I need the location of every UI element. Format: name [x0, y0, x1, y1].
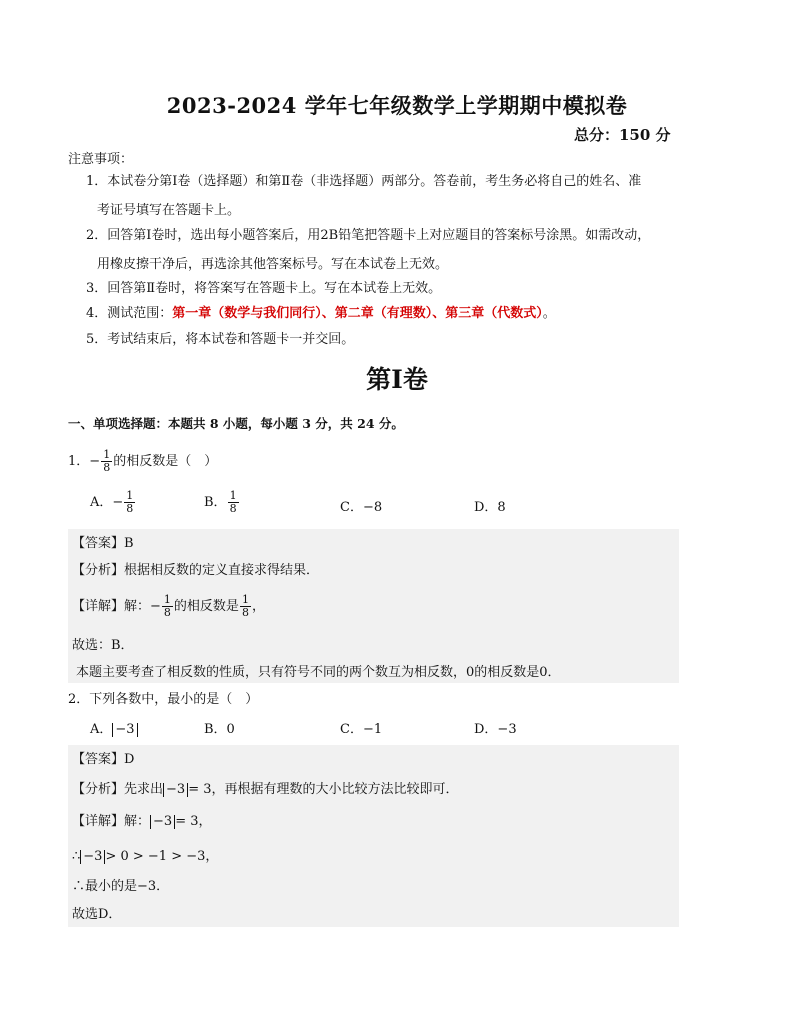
fraction-denominator: 8	[163, 606, 171, 619]
page-title: 2023-2024 学年七年级数学上学期期中模拟卷	[166, 93, 628, 118]
q1-detail	[72, 594, 265, 619]
fraction-denominator: 8	[241, 606, 249, 619]
therefore-symbol: ∴	[72, 849, 81, 864]
total-score: 总分：150 分	[574, 126, 671, 144]
fraction-numerator: 1	[229, 489, 237, 502]
option-label: B．	[204, 495, 227, 510]
notice-item-2: 2．回答第Ⅰ卷时，选出每小题答案后，用2B铅笔把答题卡上对应题目的答案标号涂黑。如需改动，	[86, 228, 651, 243]
test-range: 第一章（数学与我们同行）、第二章（有理数）、第三章（代数式）	[172, 306, 543, 321]
notice-item-4	[86, 304, 556, 324]
question-1	[68, 449, 217, 474]
q2-detail	[72, 810, 211, 829]
fraction-numerator: 1	[126, 489, 134, 502]
fraction-denominator: 8	[126, 502, 134, 515]
option-fraction	[228, 490, 239, 515]
q2-option-d: D．−3	[474, 722, 517, 737]
fraction-numerator: 1	[103, 448, 111, 461]
q1-answer: 【答案】B	[72, 536, 134, 551]
option-label: A．	[90, 722, 113, 737]
notice-item-4-end: 。	[542, 306, 556, 321]
notice-item-5: 5．考试结束后，将本试卷和答题卡一并交回。	[86, 332, 355, 347]
q1-option-c: C．−8	[340, 500, 383, 515]
therefore-abs-value: −3	[80, 850, 105, 864]
notice-item-1: 1．本试卷分第Ⅰ卷（选择题）和第Ⅱ卷（非选择题）两部分。答卷前，考生务必将自己的姓名、准	[86, 174, 642, 189]
q1-analysis: 【分析】根据相反数的定义直接求得结果．	[72, 563, 320, 578]
q2-therefore-1	[72, 845, 218, 864]
analysis-prefix: 【分析】先求出	[72, 782, 164, 797]
question-1-fraction	[101, 449, 112, 474]
analysis-tail: = 3，再根据有理数的大小比较方法比较即可．	[188, 782, 459, 797]
q2-option-c: C．−1	[340, 722, 383, 737]
detail-abs-value: −3	[150, 815, 175, 829]
notice-item-4-prefix: 4．测试范围：	[86, 306, 173, 321]
q2-choose: 故选D．	[72, 907, 122, 922]
analysis-abs-value: −3	[163, 783, 188, 797]
detail-fraction-2	[240, 594, 251, 619]
q1-option-b	[204, 490, 240, 515]
detail-prefix: 【详解】解：	[72, 599, 151, 614]
part-heading: 一、单项选择题：本题共 8 小题，每小题 3 分，共 24 分。	[68, 416, 404, 431]
question-1-minus: −	[89, 454, 101, 469]
notice-heading: 注意事项：	[68, 152, 134, 167]
section-title: 第Ⅰ卷	[366, 365, 428, 394]
q2-answer: 【答案】D	[72, 752, 135, 767]
q2-therefore-2: ∴最小的是−3．	[72, 879, 170, 894]
option-abs-value: −3	[112, 723, 137, 737]
detail-mid: 的相反数是	[173, 599, 239, 614]
detail-prefix: 【详解】解：	[72, 814, 151, 829]
fraction-denominator: 8	[229, 502, 237, 515]
notice-item-2-cont: 用橡皮擦干净后，再选涂其他答案标号。写在本试卷上无效。	[97, 257, 449, 272]
q1-comment: 本题主要考查了相反数的性质，只有符号不同的两个数互为相反数，0的相反数是0．	[76, 665, 561, 680]
fraction-numerator: 1	[163, 593, 171, 606]
question-1-number: 1．	[68, 454, 90, 469]
q1-option-d: D．8	[474, 500, 506, 515]
detail-minus: −	[150, 599, 161, 614]
detail-end: ，	[251, 599, 265, 614]
q2-analysis	[72, 778, 458, 797]
therefore-tail: > 0 > −1 > −3，	[105, 849, 219, 864]
q1-option-a	[90, 490, 136, 515]
option-fraction	[124, 490, 135, 515]
q2-option-a	[90, 718, 138, 737]
notice-item-1-cont: 考证号填写在答题卡上。	[97, 203, 241, 218]
fraction-denominator: 8	[103, 461, 111, 474]
question-2: 2．下列各数中，最小的是（ ）	[68, 692, 259, 707]
fraction-numerator: 1	[241, 593, 249, 606]
detail-tail: = 3，	[175, 814, 212, 829]
q1-choose: 故选：B．	[72, 638, 134, 653]
q2-option-b: B．0	[204, 722, 235, 737]
detail-fraction	[162, 594, 173, 619]
notice-item-3: 3．回答第Ⅱ卷时，将答案写在答题卡上。写在本试卷上无效。	[86, 281, 442, 296]
question-1-stem: 的相反数是（ ）	[113, 454, 218, 469]
q2-solution-box	[68, 745, 679, 927]
option-minus: −	[112, 495, 124, 510]
option-label: A．	[90, 495, 113, 510]
